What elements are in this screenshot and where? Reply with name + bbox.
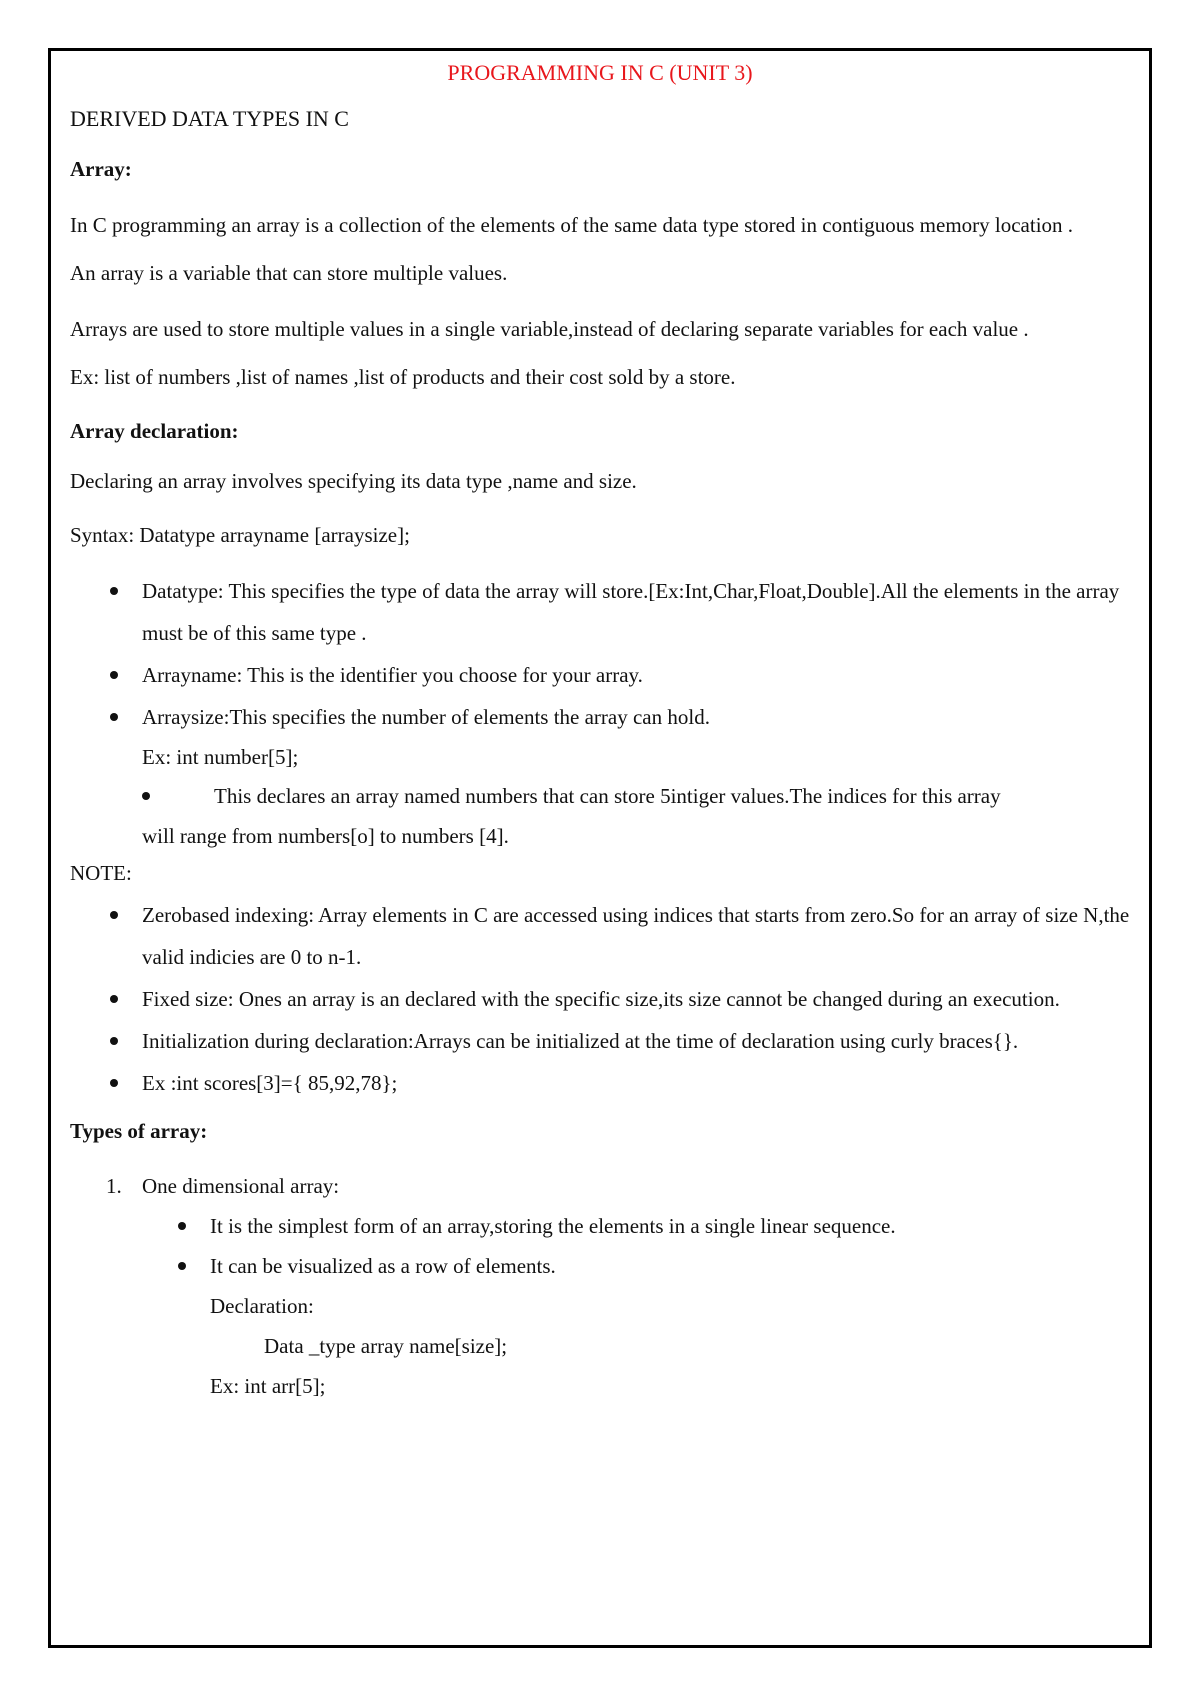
document-title: PROGRAMMING IN C (UNIT 3) [447, 60, 753, 85]
nested-bullet-continuation: will range from numbers[o] to numbers [4]. [142, 824, 509, 848]
array-paragraph-4: Ex: list of numbers ,list of names ,list of products and their cost sold by a store. [70, 365, 736, 389]
declaration-label: Declaration: [210, 1294, 314, 1318]
list-item [70, 894, 1130, 978]
bullet-icon [142, 792, 150, 800]
bullet-text: Zerobased indexing: Array elements in C are accessed using indices that starts from zero.So for an array of size N,the valid indicies are 0 to n-1. [142, 903, 1130, 969]
list-item [70, 696, 1130, 776]
list-item [70, 1020, 1130, 1062]
bullet-text: It is the simplest form of an array,storing the elements in a single linear sequence. [210, 1214, 896, 1238]
nested-bullet [70, 776, 1130, 816]
list-item [70, 1206, 1130, 1246]
bullet-text: Initialization during declaration:Arrays can be initialized at the time of declaration using curly braces{}. [142, 1029, 1019, 1053]
bullet-icon [110, 1037, 118, 1045]
list-item [70, 1062, 1130, 1104]
array-paragraph-1: In C programming an array is a collection of the elements of the same data type stored in contiguous memory location . [70, 213, 1074, 237]
bullet-text: Datatype: This specifies the type of data the array will store.[Ex:Int,Char,Float,Double].All the elements in the array must be of this same type . [142, 579, 1120, 645]
declaration-syntax-line: Data _type array name[size]; [264, 1334, 508, 1358]
bullet-icon [110, 713, 118, 721]
list-item [70, 1246, 1130, 1286]
array-paragraph-2: An array is a variable that can store multiple values. [70, 261, 508, 285]
main-heading: DERIVED DATA TYPES IN C [70, 106, 349, 131]
bullet-text: Arraysize:This specifies the number of elements the array can hold. [142, 705, 710, 729]
list-item [70, 1166, 1130, 1206]
declaration-example: Ex: int number[5]; [142, 745, 299, 769]
types-numbered-list [70, 1166, 1130, 1206]
note-bullet-list [70, 894, 1130, 1104]
nested-bullet-text: This declares an array named numbers that can store 5intiger values.The indices for this array [214, 784, 1001, 808]
bullet-text: Fixed size: Ones an array is an declared with the specific size,its size cannot be changed during an execution. [142, 987, 1060, 1011]
array-heading: Array: [70, 157, 132, 181]
array-paragraph-3: Arrays are used to store multiple values in a single variable,instead of declaring separate variables for each value . [70, 317, 1029, 341]
list-number: 1. [106, 1174, 122, 1198]
bullet-icon [178, 1222, 186, 1230]
list-item-label: One dimensional array: [142, 1174, 340, 1198]
bullet-icon [110, 671, 118, 679]
bullet-icon [178, 1262, 186, 1270]
declaration-heading: Array declaration: [70, 419, 239, 443]
bullet-text: Arrayname: This is the identifier you choose for your array. [142, 663, 643, 687]
list-item [70, 570, 1130, 654]
note-label: NOTE: [70, 861, 132, 885]
bullet-icon [110, 587, 118, 595]
bullet-icon [110, 995, 118, 1003]
declaration-syntax: Syntax: Datatype arrayname [arraysize]; [70, 523, 410, 547]
bullet-text: It can be visualized as a row of elements. [210, 1254, 556, 1278]
list-item [70, 978, 1130, 1020]
declaration-bullet-list [70, 570, 1130, 776]
list-item [70, 654, 1130, 696]
types-heading: Types of array: [70, 1119, 208, 1143]
bullet-text: Ex :int scores[3]={ 85,92,78}; [142, 1071, 398, 1095]
bullet-icon [110, 911, 118, 919]
bullet-icon [110, 1079, 118, 1087]
document-content [70, 58, 1130, 1406]
declaration-paragraph: Declaring an array involves specifying its data type ,name and size. [70, 469, 637, 493]
one-dim-example: Ex: int arr[5]; [210, 1374, 326, 1398]
